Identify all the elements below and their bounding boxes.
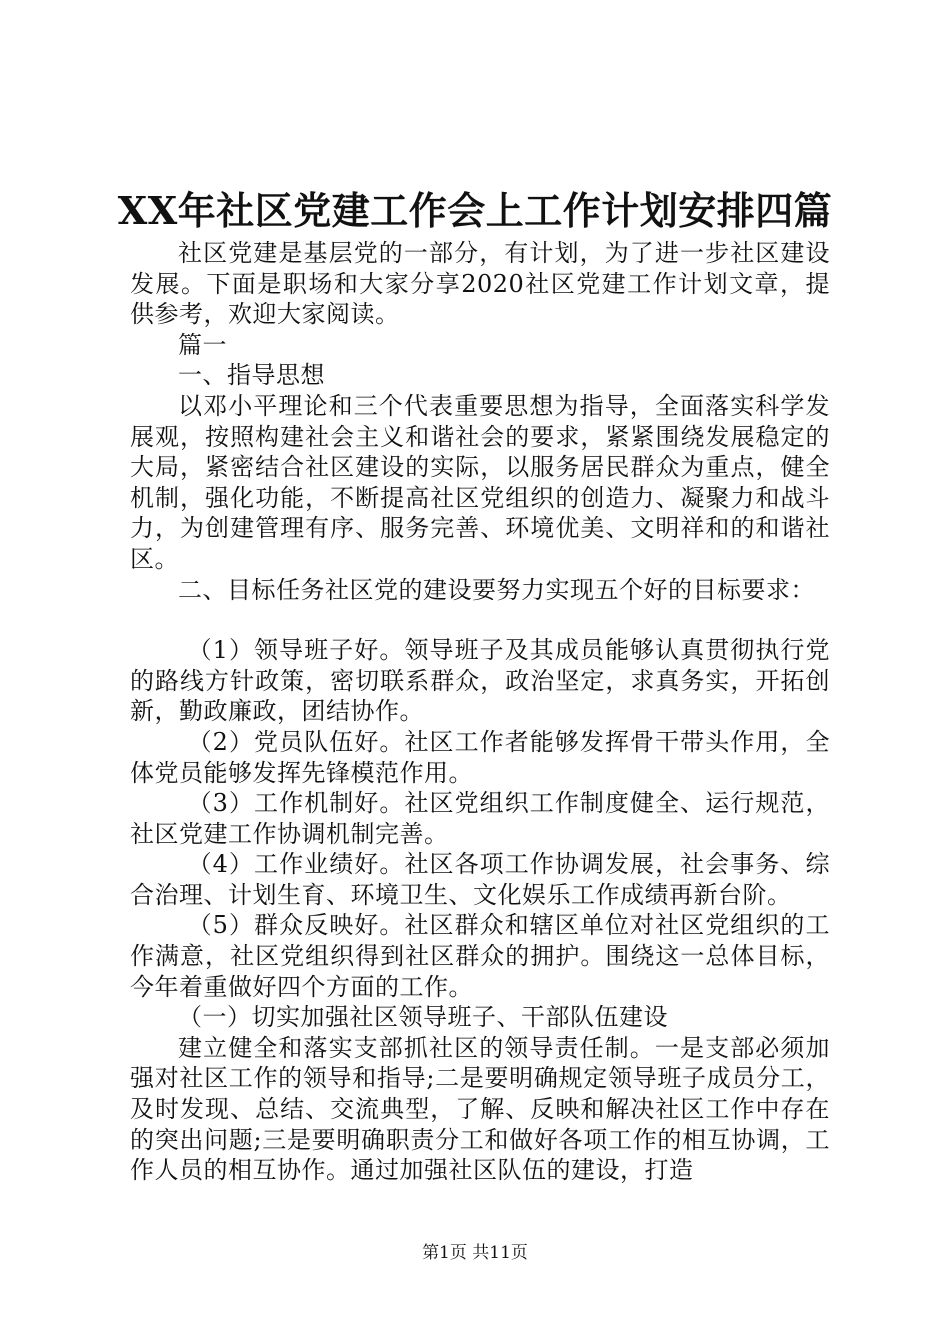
heading-guiding-thought: 一、指导思想 xyxy=(178,361,325,390)
goal-item-1: （1）领导班子好。领导班子及其成员能够认真贯彻执行党的路线方针政策，密切联系群众，政治坚定，求真务实，开拓创新，勤政廉政，团结协作。 xyxy=(130,636,830,726)
goal-item-4: （4）工作业绩好。社区各项工作协调发展，社会事务、综合治理、计划生育、环境卫生、文化娱乐工作成绩再新台阶。 xyxy=(130,850,830,909)
goal-item-5: （5）群众反映好。社区群众和辖区单位对社区党组织的工作满意，社区党组织得到社区群众的拥护。围绕这一总体目标，今年着重做好四个方面的工作。 xyxy=(130,911,830,1001)
intro-paragraph: 社区党建是基层党的一部分，有计划，为了进一步社区建设发展。下面是职场和大家分享2020社区党建工作计划文章，提供参考，欢迎大家阅读。 xyxy=(130,239,830,329)
goal-item-3: （3）工作机制好。社区党组织工作制度健全、运行规范，社区党建工作协调机制完善。 xyxy=(130,789,830,848)
leadership-paragraph: 建立健全和落实支部抓社区的领导责任制。一是支部必须加强对社区工作的领导和指导;二是要明确规定领导班子成员分工，及时发现、总结、交流典型，了解、反映和解决社区工作中存在的突出问题;三是要明确职责分工和做好各项工作的相互协调，工作人员的相互协作。通过加强社区队伍的建设，打造 xyxy=(130,1033,830,1185)
document-body xyxy=(130,238,830,1186)
subheading-leadership: （一）切实加强社区领导班子、干部队伍建设 xyxy=(178,1003,668,1032)
guiding-thought-paragraph: 以邓小平理论和三个代表重要思想为指导，全面落实科学发展观，按照构建社会主义和谐社会的要求，紧紧围绕发展稳定的大局，紧密结合社区建设的实际，以服务居民群众为重点，健全机制，强化功能，不断提高社区党组织的创造力、凝聚力和战斗力，为创建管理有序、服务完善、环境优美、文明祥和的和谐社区。 xyxy=(130,391,830,573)
document-title: XX年社区党建工作会上工作计划安排四篇 xyxy=(117,188,833,233)
page-number-footer: 第1页 共11页 xyxy=(422,1243,528,1263)
section-label: 篇一 xyxy=(178,330,227,359)
heading-goals: 二、目标任务社区党的建设要努力实现五个好的目标要求： xyxy=(178,575,815,604)
goal-item-2: （2）党员队伍好。社区工作者能够发挥骨干带头作用，全体党员能够发挥先锋模范作用。 xyxy=(130,727,830,787)
